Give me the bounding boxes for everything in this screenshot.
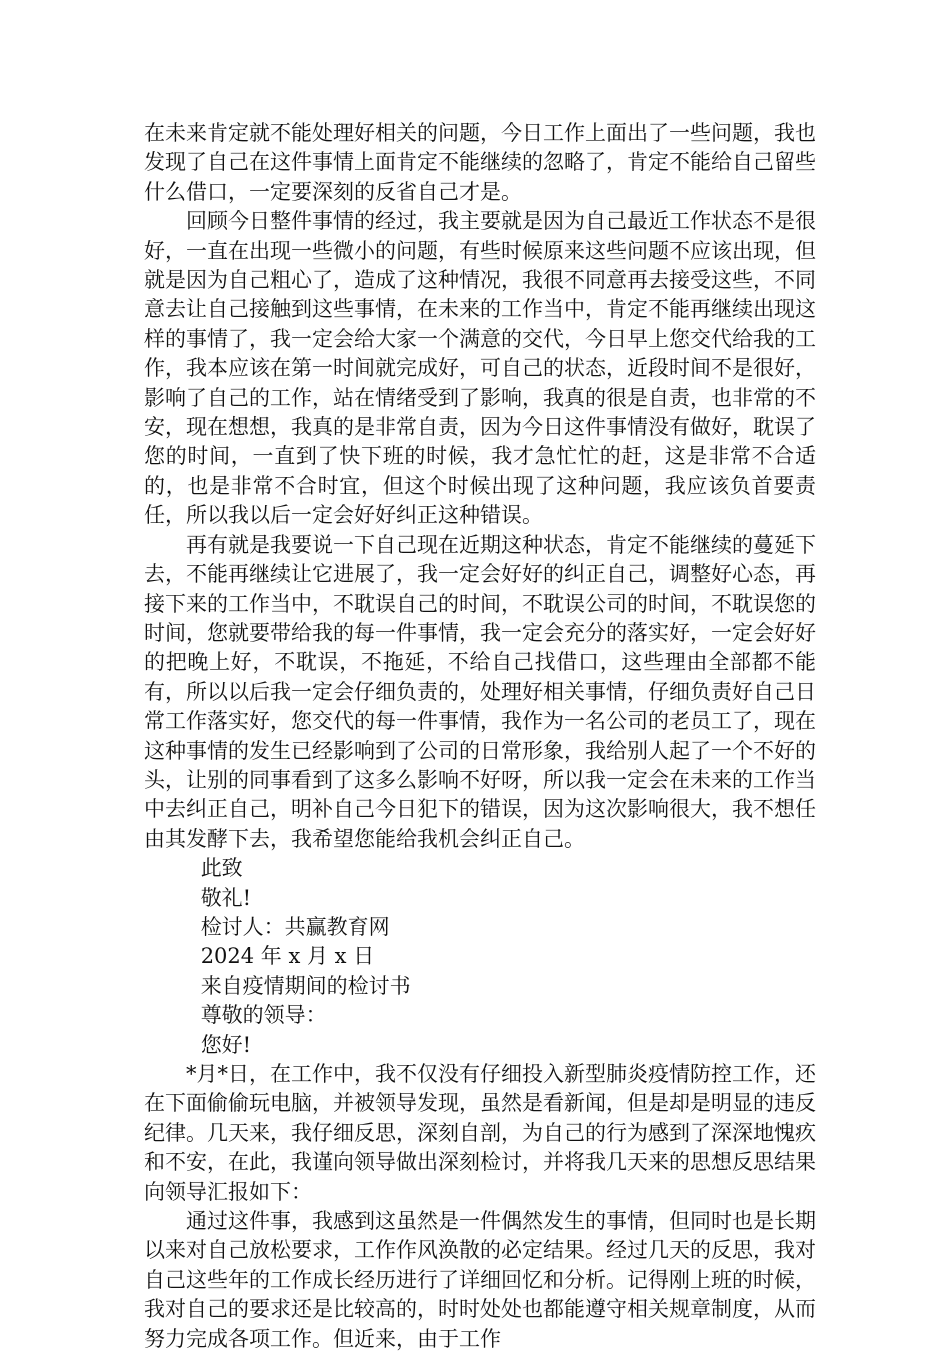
greeting: 您好! — [200, 1032, 252, 1057]
paragraph-continuation: 在未来肯定就不能处理好相关的问题，今日工作上面出了一些问题，我也发现了自己在这件事情上面肯定不能继续的忽略了，肯定不能给自己留些什么借口，一定要深刻的反省自己才是。 — [144, 121, 816, 204]
paragraph-commitment: 再有就是我要说一下自己现在近期这种状态，肯定不能继续的蔓延下去，不能再继续让它进展了，我一定会好好的纠正自己，调整好心态，再接下来的工作当中，不耽误自己的时间，不耽误公司的时间，不耽误您的时间，您就要带给我的每一件事情，我一定会充分的落实好，一定会好好的把晚上好，不耽误，不拖延，不给自己找借口，这些理由全部都不能有，所以以后我一定会仔细负责的，处理好相关事情，仔细负责好自己日常工作落实好，您交代的每一件事情，我作为一名公司的老员工了，现在这种事情的发生已经影响到了公司的日常形象，我给别人起了一个不好的头，让别的同事看到了这多么影响不好呀，所以我一定会在未来的工作当中去纠正自己，明补自己今日犯下的错误，因为这次影响很大，我不想任由其发酵下去，我希望您能给我机会纠正自己。 — [144, 532, 816, 851]
closing-salutation-2: 敬礼! — [200, 885, 252, 910]
paragraph-review: 回顾今日整件事情的经过，我主要就是因为自己最近工作状态不是很好，一直在出现一些微小的问题，有些时候原来这些问题不应该出现，但就是因为自己粗心了，造成了这种情况，我很不同意再去接受这些，不同意去让自己接触到这些事情，在未来的工作当中，肯定不能再继续出现这样的事情了，我一定会给大家一个满意的交代，今日早上您交代给我的工作，我本应该在第一时间就完成好，可自己的状态，近段时间不是很好，影响了自己的工作，站在情绪受到了影响，我真的很是自责，也非常的不安，现在想想，我真的是非常自责，因为今日这件事情没有做好，耽误了您的时间，一直到了快下班的时候，我才急忙忙的赶，这是非常不合适的，也是非常不合时宜，但这个时候出现了这种问题，我应该负首要责任，所以我以后一定会好好纠正这种错误。 — [144, 209, 816, 528]
second-letter-title: 来自疫情期间的检讨书 — [200, 973, 411, 998]
author-signature: 检讨人：共赢教育网 — [200, 914, 390, 939]
document-date: 2024 年 x 月 x 日 — [200, 944, 375, 969]
paragraph-reflection: 通过这件事，我感到这虽然是一件偶然发生的事情，但同时也是长期以来对自己放松要求，工作作风涣散的必定结果。经过几天的反思，我对自己这些年的工作成长经历进行了详细回忆和分析。记得刚上班的时候，我对自己的要求还是比较高的，时时处处也都能遵守相关规章制度，从而努力完成各项工作。但近来，由于工作 — [144, 1209, 816, 1351]
closing-salutation-1: 此致 — [200, 856, 243, 881]
document-page — [144, 119, 816, 1354]
greeting-recipient: 尊敬的领导： — [200, 1003, 327, 1028]
paragraph-incident: *月*日，在工作中，我不仅没有仔细投入新型肺炎疫情防控工作，还在下面偷偷玩电脑，并被领导发现，虽然是看新闻，但是却是明显的违反纪律。几天来，我仔细反思，深刻自剖，为自己的行为感到了深深地愧疚和不安，在此，我谨向领导做出深刻检讨，并将我几天来的思想反思结果向领导汇报如下： — [144, 1062, 816, 1204]
